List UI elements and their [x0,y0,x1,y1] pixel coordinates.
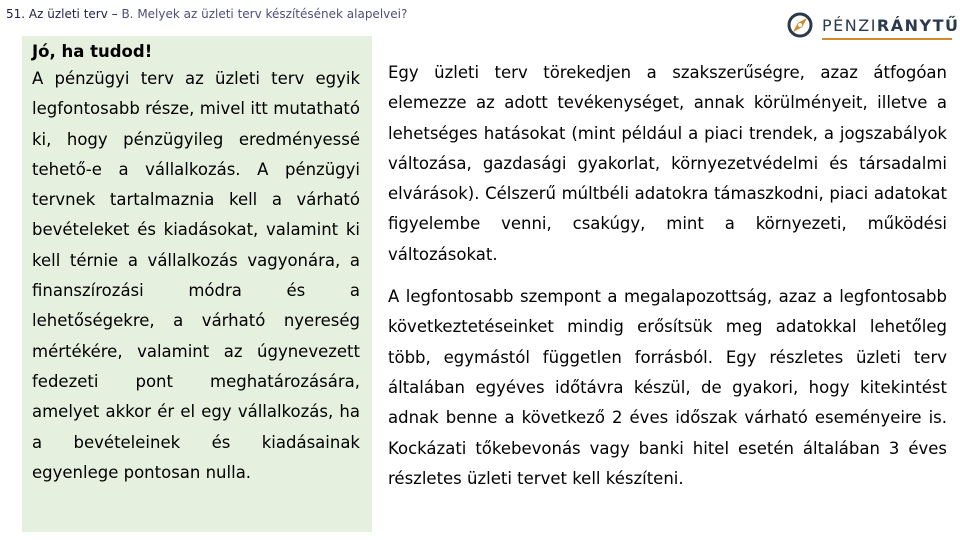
main-paragraph-2: A legfontosabb szempont a megalapozottság, azaz a legfontosabb következtetéseinket mindig erősítsük meg adatokkal lehetőleg több, egymástól független forrásból. Egy részletes üzleti terv általában egyéves időtávra készül, de gyakori, hogy kitekintést adnak benne a következő 2 éves időszak várható eseményeire is. Kockázati tőkebevonás vagy banki hitel esetén általában 3 éves részletes üzleti tervet kell készíteni. [388,287,947,488]
logo-text-second: RÁNYTŰ [876,15,960,35]
brand-logo [778,0,960,50]
page-title-number: 51. Az üzleti terv – [6,7,122,21]
main-text [388,58,947,506]
tip-box-heading: Jó, ha tudod! [32,42,153,61]
logo-underline [822,38,952,40]
logo-text [822,16,960,35]
page-title-question: B. Melyek az üzleti terv készítésének alapelvei? [121,7,408,21]
page-title [6,7,766,21]
tip-box [22,36,372,532]
main-paragraph-1: Egy üzleti terv törekedjen a szakszerűségre, azaz átfogóan elemezze az adott tevékenységet, annak körülményeit, illetve a lehetséges hatásokat (mint például a piaci trendek, a jogszabályok változása, gazdasági gyakorlat, környezetvédelmi és társadalmi elvárások). Célszerű múltbéli adatokra támaszkodni, piaci adatokat figyelembe venni, csakúgy, mint a környezeti, működési változásokat. [388,63,947,264]
compass-icon [786,11,814,39]
logo-text-first: PÉNZI [822,15,877,35]
tip-box-body: A pénzügyi terv az üzleti terv egyik legfontosabb része, mivel itt mutatható ki, hogy pénzügyileg eredményessé tehető-e a vállalkozás. A pénzügyi tervnek tartalmaznia kell a várható bevételeket és kiadásokat, valamint ki kell térnie a vállalkozás vagyonára, a finanszírozási módra és a lehetőségekre, a várható nyereség mértékére, valamint az úgynevezett fedezeti pont meghatározására, amelyet akkor ér el egy vállalkozás, ha a bevételeinek és kiadásainak egyenlege pontosan nulla. [32,69,360,482]
